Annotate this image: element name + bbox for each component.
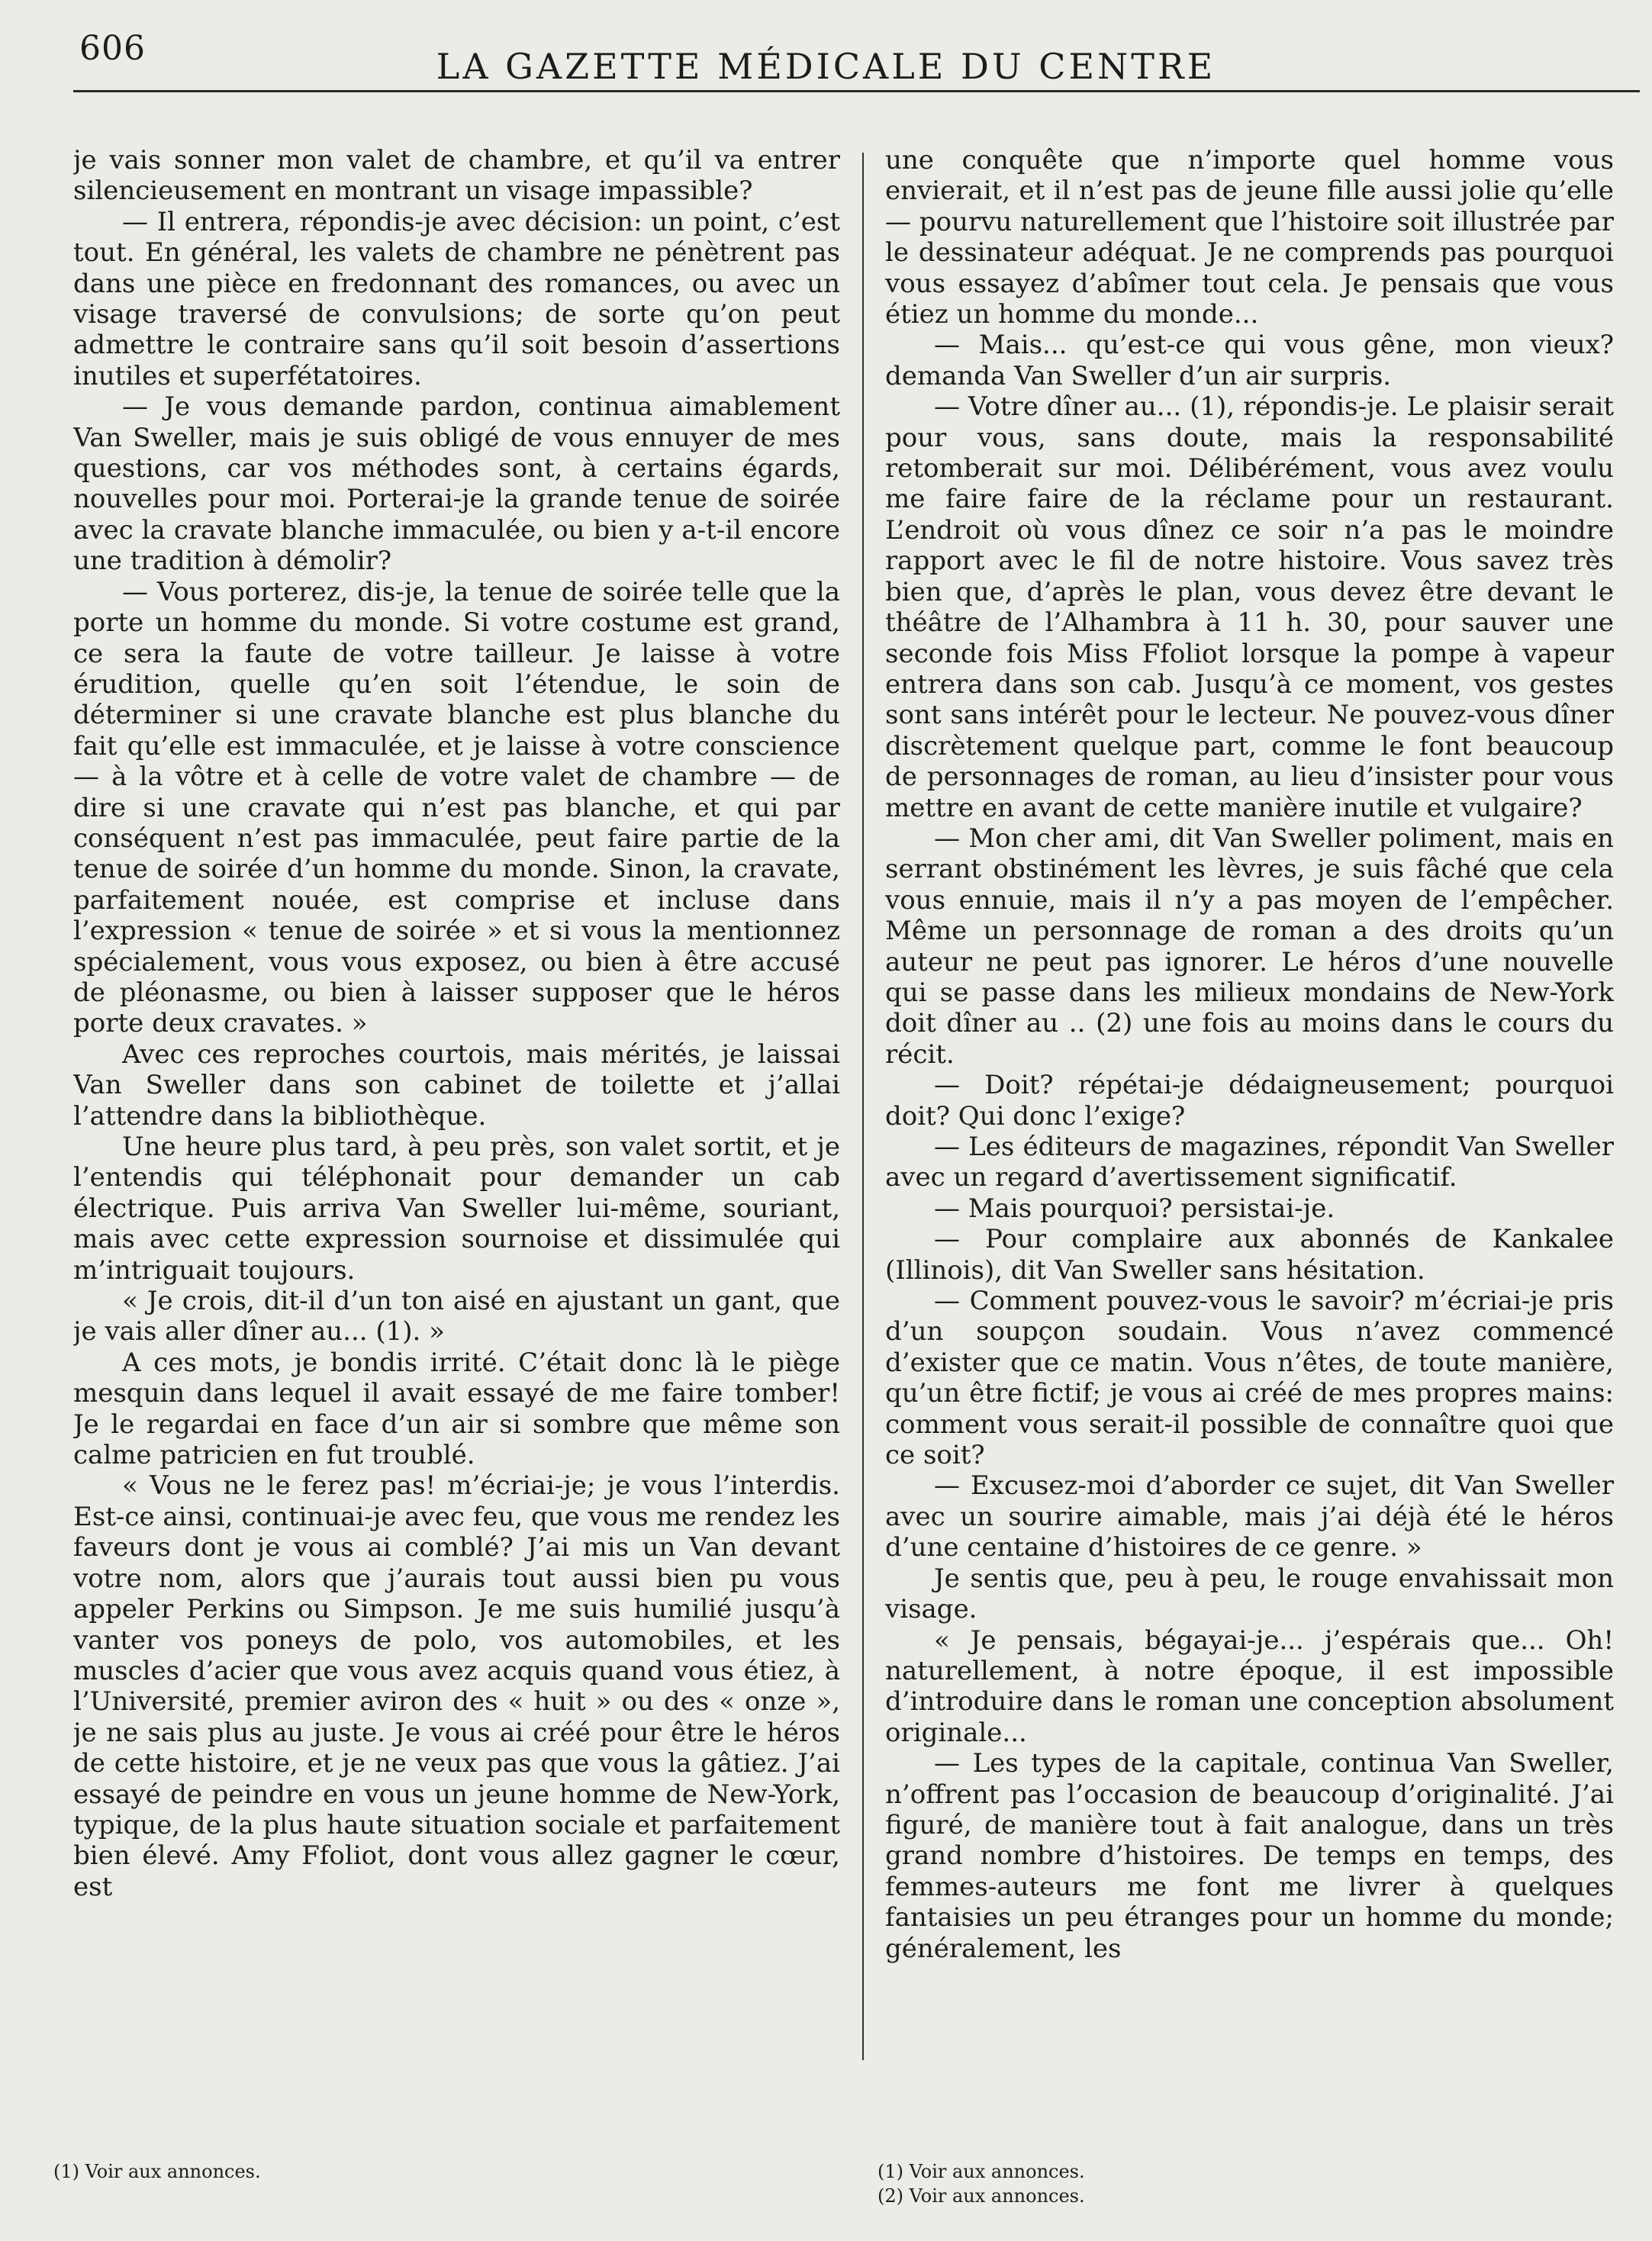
paragraph: Je sentis que, peu à peu, le rouge envahissait mon visage. (885, 1563, 1614, 1625)
paragraph: « Je pensais, bégayai-je... j’espérais que... Oh! naturellement, à notre époque, il est impossible d’introduire dans le roman une conception absolument originale... (885, 1624, 1614, 1748)
paragraph: — Pour complaire aux abonnés de Kankalee (Illinois), dit Van Sweller sans hésitation. (885, 1224, 1614, 1286)
paragraph: Avec ces reproches courtois, mais mérités, je laissai Van Sweller dans son cabinet de toilette et j’allai l’attendre dans la bibliothèque. (73, 1038, 840, 1132)
paragraph: — Il entrera, répondis-je avec décision: un point, c’est tout. En général, les valets de chambre ne pénètrent pas dans une pièce en fredonnant des romances, ou avec un visage traversé de convulsions; de sorte qu’on peut admettre le contraire sans qu’il soit besoin d’assertions inutiles et superfétatoires. (73, 206, 840, 391)
paragraph: — Excusez-moi d’aborder ce sujet, dit Van Sweller avec un sourire aimable, mais j’ai déjà été le héros d’une centaine d’histoires de ce genre. » (885, 1470, 1614, 1563)
footnotes-right (878, 2159, 1610, 2208)
paragraph: — Je vous demande pardon, continua aimablement Van Sweller, mais je suis obligé de vous ennuyer de mes questions, car vos méthodes sont, à certains égards, nouvelles pour moi. Porterai-je la grande tenue de soirée avec la cravate blanche immaculée, ou bien y a-t-il encore une tradition à démolir? (73, 391, 840, 577)
running-title: LA GAZETTE MÉDICALE DU CENTRE (436, 46, 1216, 87)
page-number: 606 (79, 29, 146, 68)
paragraph: — Vous porterez, dis-je, la tenue de soirée telle que la porte un homme du monde. Si votre costume est grand, ce sera la faute de votre tailleur. Je laisse à votre érudition, quelle qu’en soit l’étendue, le soin de déterminer si une cravate blanche est plus blanche du fait qu’elle est immaculée, et je laisse à votre conscience — à la vôtre et à celle de votre valet de chambre — de dire si une cravate qui n’est pas blanche, et qui par conséquent n’est pas immaculée, peut faire partie de la tenue de soirée d’un homme du monde. Sinon, la cravate, parfaitement nouée, est comprise et incluse dans l’expression « tenue de soirée » et si vous la mentionnez spécialement, vous vous exposez, ou bien à être accusé de pléonasme, ou bien à laisser supposer que le héros porte deux cravates. » (73, 576, 840, 1039)
header-rule (73, 90, 1640, 92)
footnote: (1) Voir aux annonces. (53, 2161, 261, 2182)
column-divider (862, 153, 864, 2060)
footnotes-left (53, 2159, 816, 2184)
right-column (885, 145, 1614, 2007)
footnote: (1) Voir aux annonces. (878, 2161, 1085, 2182)
paragraph: — Doit? répétai-je dédaigneusement; pourquoi doit? Qui donc l’exige? (885, 1070, 1614, 1132)
paragraph: — Mais... qu’est-ce qui vous gêne, mon vieux? demanda Van Sweller d’un air surpris. (885, 330, 1614, 391)
paragraph: je vais sonner mon valet de chambre, et qu’il va entrer silencieusement en montrant un visage impassible? (73, 145, 840, 207)
paragraph: — Les types de la capitale, continua Van Sweller, n’offrent pas l’occasion de beaucoup d’originalité. J’ai figuré, de manière tout à fait analogue, dans un très grand nombre d’histoires. De temps en temps, des femmes-auteurs me font me livrer à quelques fantaisies un peu étranges pour un homme du monde; généralement, les (885, 1748, 1614, 1964)
paragraph: — Mais pourquoi? persistai-je. (934, 1193, 1335, 1224)
paragraph: — Les éditeurs de magazines, répondit Van Sweller avec un regard d’avertissement significatif. (885, 1132, 1614, 1193)
paragraph: — Comment pouvez-vous le savoir? m’écriai-je pris d’un soupçon soudain. Vous n’avez commencé d’exister que ce matin. Vous n’êtes, de toute manière, qu’un être fictif; je vous ai créé de mes propres mains: comment vous serait-il possible de connaître quoi que ce soit? (885, 1286, 1614, 1471)
left-column (73, 145, 840, 2007)
paragraph: « Vous ne le ferez pas! m’écriai-je; je vous l’interdis. Est-ce ainsi, continuai-je avec feu, que vous me rendez les faveurs dont je vous ai comblé? J’ai mis un Van devant votre nom, alors que j’aurais tout aussi bien pu vous appeler Perkins ou Simpson. Je me suis humilié jusqu’à vanter vos poneys de polo, vos automobiles, et les muscles d’acier que vous avez acquis quand vous étiez, à l’Université, premier aviron des « huit » ou des « onze », je ne sais plus au juste. Je vous ai créé pour être le héros de cette histoire, et je ne veux pas que vous la gâtiez. J’ai essayé de peindre en vous un jeune homme de New-York, typique, de la plus haute situation sociale et parfaitement bien élevé. Amy Ffoliot, dont vous allez gagner le cœur, est (73, 1470, 840, 1902)
paragraph: Une heure plus tard, à peu près, son valet sortit, et je l’entendis qui téléphonait pour demander un cab électrique. Puis arriva Van Sweller lui-même, souriant, mais avec cette expression sournoise et dissimulée qui m’intriguait toujours. (73, 1132, 840, 1286)
footnote: (2) Voir aux annonces. (878, 2185, 1085, 2207)
paragraph: « Je crois, dit-il d’un ton aisé en ajustant un gant, que je vais aller dîner au... (1). » (73, 1286, 840, 1347)
paragraph: A ces mots, je bondis irrité. C’était donc là le piège mesquin dans lequel il avait essayé de me faire tomber! Je le regardai en face d’un air si sombre que même son calme patricien en fut troublé. (73, 1347, 840, 1471)
paragraph: — Votre dîner au... (1), répondis-je. Le plaisir serait pour vous, sans doute, mais la responsabilité retomberait sur moi. Délibérément, vous avez voulu me faire faire de la réclame pour un restaurant. L’endroit où vous dînez ce soir n’a pas le moindre rapport avec le fil de notre histoire. Vous savez très bien que, d’après le plan, vous devez être devant le théâtre de l’Alhambra à 11 h. 30, pour sauver une seconde fois Miss Ffoliot lorsque la pompe à vapeur entrera dans son cab. Jusqu’à ce moment, vos gestes sont sans intérêt pour le lecteur. Ne pouvez-vous dîner discrètement quelque part, comme le font beaucoup de personnages de roman, au lieu d’insister pour vous mettre en avant de cette manière inutile et vulgaire? (885, 391, 1614, 823)
paragraph: — Mon cher ami, dit Van Sweller poliment, mais en serrant obstinément les lèvres, je suis fâché que cela vous ennuie, mais il n’y a pas moyen de l’empêcher. Même un personnage de roman a des droits qu’un auteur ne peut pas ignorer. Le héros d’une nouvelle qui se passe dans les milieux mondains de New-York doit dîner au .. (2) une fois au moins dans le cours du récit. (885, 823, 1614, 1070)
paragraph: une conquête que n’importe quel homme vous envierait, et il n’est pas de jeune fille aussi jolie qu’elle — pourvu naturellement que l’histoire soit illustrée par le dessinateur adéquat. Je ne comprends pas pourquoi vous essayez d’abîmer tout cela. Je pensais que vous étiez un homme du monde... (885, 145, 1614, 330)
